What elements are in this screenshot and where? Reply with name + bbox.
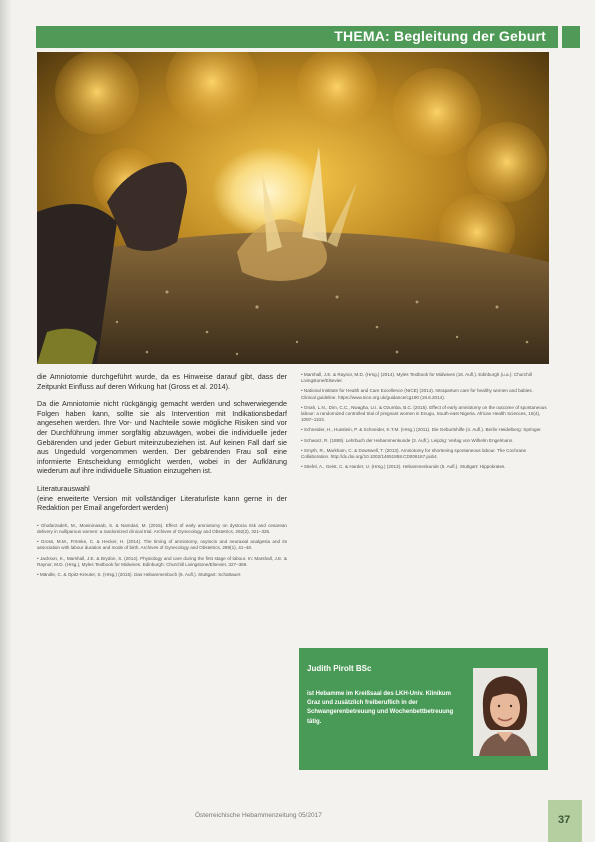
reference-item: • Smyth, R., Markham, C. & Dowswell, T. (2013). Amniotomy for shortening spontaneous labour. The Cochrane Collaboration. http://dx.doi.org/10.1002/14651858.CD006167.pub4. [301, 447, 527, 460]
reference-list [37, 523, 287, 578]
section-title: THEMA: Begleitung der Geburt [334, 28, 546, 44]
author-info-box [299, 648, 548, 770]
author-portrait [473, 668, 537, 756]
hero-photo [37, 52, 549, 364]
reference-item: • Onah, L.N., Dim, C.C., Nwagha, U.I. & Ozumba, B.C. (2015). Effect of early amniotomy on the outcome of spontaneous labour: a randomized controlled trial of pregnant women in Enugu, South-east Nigeria. African Health Sciences, 15(4), 1097–1103. [301, 404, 547, 423]
reference-item: • Ghafarzadeh, M., Moeininasab, S. & Namdari, M. (2015). Effect of early amniotomy on dystocia risk and cesarean delivery in nulliparous women: a randomized clinical trial. Archives of Gynecology and Obstetrics, 292(2), 321–325. [37, 522, 287, 534]
footer-journal-title: Österreichische Hebammenzeitung 05/2017 [195, 812, 322, 819]
reference-item: • Marshall, J.E. & Raynor, M.D. (Hrsg.) (2014). Myles Textbook for Midwives (16. Aufl.). Edinburgh (u.a.): Churchill Livingstone/Elsevier. [301, 372, 532, 384]
reference-item: • Stiefel, A., Geist, C. & Harder, U. (Hrsg.) (2013). Hebammenkunde (5. Aufl.). Stuttgart: Hippokrates. [301, 464, 506, 470]
author-name: Judith Pirolt BSc [307, 664, 372, 673]
reference-item: • Mändle, C. & Opitz-Kreuter, S. (Hrsg.) (2015). Das Hebammenbuch (6. Aufl.). Stuttgart: Schattauer. [37, 571, 242, 577]
author-bio: ist Hebamme im Kreißsaal des LKH-Univ. Klinikum Graz und zusätzlich freiberuflich in der Schwangerenbetreuung und Wochenbettbetreuung tätig. [307, 691, 454, 725]
reference-item: • Schneider, H., Husslein, P. & Schneider, K.T.M. (Hrsg.) (2011). Die Geburtshilfe (4. Aufl.). Berlin Heidelberg: Springer. [301, 427, 542, 433]
body-paragraph: Da die Amniotomie nicht rückgängig gemacht werden und schwerwiegende Folgen haben kann, sollte sie als Intervention mit Indikationsbedarf angesehen werden. Ihre Vor- und Nachteile sowie mögliche Risiken sind vor der Durchführung immer sorgfältig abzuwägen, wobei die individuelle jeder Gebärenden und jeder Geburt miteinzubeziehen ist. Auf keinen Fall darf sie aus Ungeduld vorgenommen werden. Der gebärenden Frau soll eine informierte Entscheidung ermöglicht werden, wobei in der Aufklärung wiederum auf ihre individuelle Situation einzugehen ist. [37, 399, 287, 476]
header-tab-marker [562, 26, 580, 48]
page-number: 37 [558, 814, 571, 826]
right-reference-column [301, 372, 548, 474]
page-edge-shadow [0, 0, 12, 842]
water-splash-photo-icon [37, 52, 549, 364]
literature-note: (eine erweiterte Version mit vollständiger Literaturliste kann gerne in der Redaktion per Email angefordert werden) [37, 493, 287, 513]
reference-item: • Schwarz, R. (1889). Lehrbuch der Hebammenkunde (3. Aufl.). Leipzig: Verlag von Wilhelm Engelmann. [301, 437, 514, 443]
left-text-column [37, 372, 287, 582]
portrait-icon [473, 668, 537, 756]
page-number-tab [548, 800, 582, 842]
reference-item: • Gross, M.M., Frömke, C. & Hecker, H. (2014). The timing of amniotomy, oxytocin and neuraxial analgesia and its association with labour duration and mode of birth. Archives of Gynecology and Obstetrics, 289(1), 41–48. [37, 539, 287, 551]
body-paragraph: die Amniotomie durchgeführt wurde, da es Hinweise darauf gibt, dass der Zeitpunkt Einfluss auf deren Wirkung hat (Gross et al. 2014). [37, 372, 287, 391]
literature-heading: Literaturauswahl [37, 483, 90, 493]
section-header-band [36, 26, 558, 48]
reference-item: • National Institute for Health and Care Excellence (NICE) (2014). Intrapartum care for healthy women and babies. Clinical guideline. https://www.nice.org.uk/guidance/cg190 (18.6.2014). [301, 388, 533, 400]
reference-item: • Jackson, K., Marshall, J.E. & Brydon, S. (2014). Physiology and care during the first stage of labour. In: Marshall, J.E. & Raynor, M.D. (Hrsg.), Myles Textbook for Midwives. Edinburgh: Churchill Livingstone/Elsevier, 327–366. [37, 555, 287, 567]
